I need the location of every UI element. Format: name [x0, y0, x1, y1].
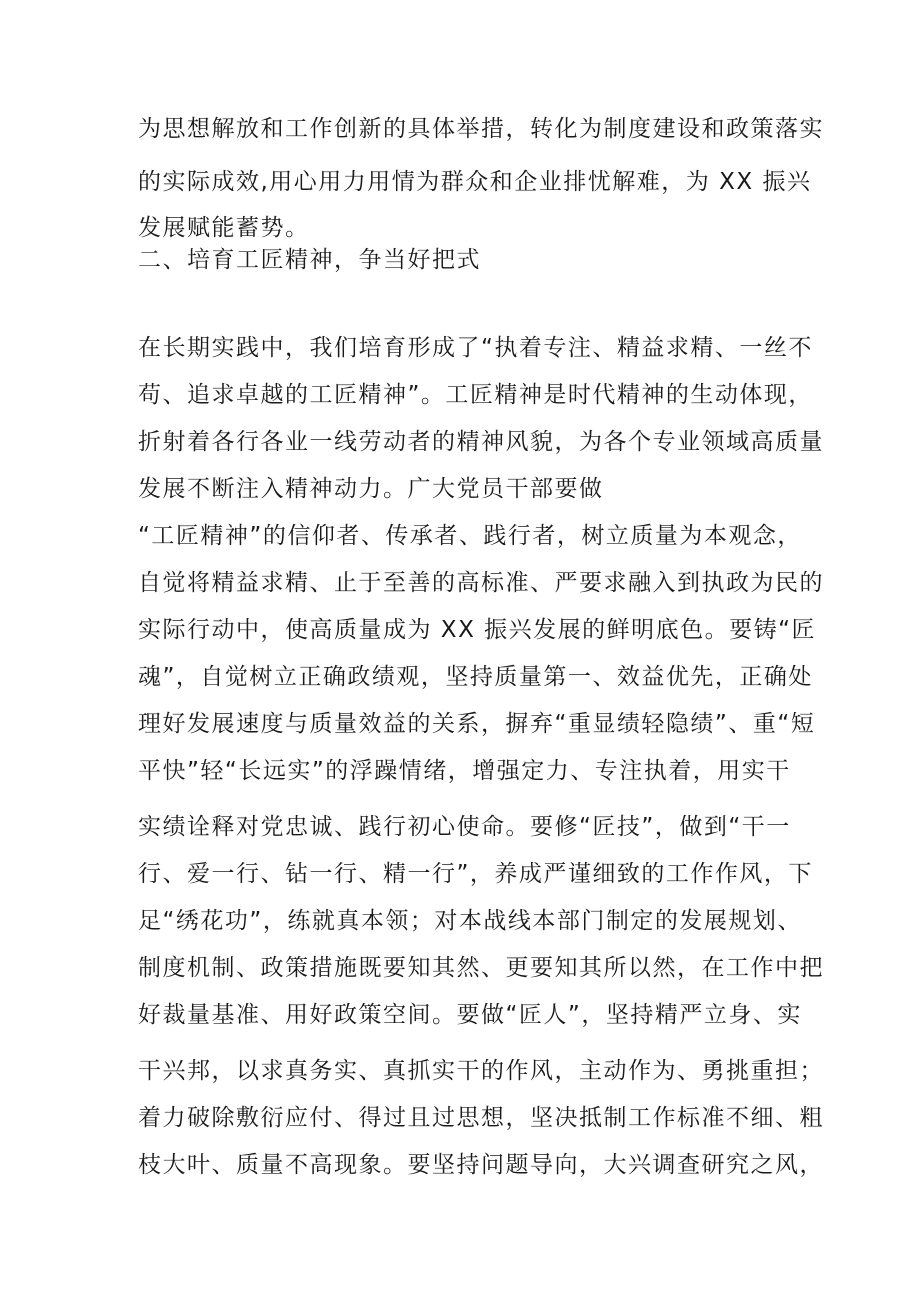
paragraph-3-line-3: 实际行动中，使高质量成为 XX 振兴发展的鲜明底色。要铸“匠 [138, 617, 817, 643]
paragraph-3-line-10: 制度机制、政策措施既要知其然、更要知其所以然，在工作中把 [138, 955, 824, 981]
paragraph-1-line-1: 为思想解放和工作创新的具体举措，转化为制度建设和政策落实 [138, 116, 824, 142]
section-heading: 二、培育工匠精神，争当好把式 [138, 247, 481, 273]
paragraph-3-line-1: “工匠精神”的信仰者、传承者、践行者，树立质量为本观念， [138, 523, 802, 549]
paragraph-1-line-2: 的实际成效,用心用力用情为群众和企业排忧解难，为 XX 振兴 [138, 169, 812, 195]
paragraph-3-line-8: 行、爱一行、钻一行、精一行”，养成严谨细致的工作作风，下 [138, 861, 813, 887]
paragraph-3-line-6: 平快”轻“长远实”的浮躁情绪，增强定力、专注执着，用实干 [138, 758, 791, 784]
paragraph-3-line-11: 好裁量基准、用好政策空间。要做“匠人”，坚持精严立身、实 [138, 1002, 802, 1028]
paragraph-3-line-5: 理好发展速度与质量效益的关系，摒弃“重显绩轻隐绩”、重“短 [138, 711, 816, 737]
paragraph-3-line-9: 足“绣花功”，练就真本领；对本战线本部门制定的发展规划、 [138, 908, 802, 934]
paragraph-2-line-3: 折射着各行各业一线劳动者的精神风貌，为各个专业领域高质量 [138, 429, 824, 455]
paragraph-3-line-7: 实绩诠释对党忠诚、践行初心使命。要修“匠技”，做到“干一 [138, 814, 791, 840]
paragraph-3-line-12: 干兴邦，以求真务实、真抓实干的作风，主动作为、勇挑重担； [138, 1058, 824, 1084]
paragraph-3-line-13: 着力破除敷衍应付、得过且过思想，坚决抵制工作标准不细、粗 [138, 1105, 824, 1131]
paragraph-3-line-14: 枝大叶、质量不高现象。要坚持问题导向，大兴调查研究之风， [138, 1152, 824, 1178]
paragraph-2-line-2: 苟、追求卓越的工匠精神”。工匠精神是时代精神的生动体现， [138, 382, 813, 408]
paragraph-1-line-3: 发展赋能蓄势。 [138, 215, 310, 241]
paragraph-2-line-4: 发展不断注入精神动力。广大党员干部要做 [138, 476, 604, 502]
paragraph-3-line-4: 魂”，自觉树立正确政绩观，坚持质量第一、效益优先，正确处 [138, 664, 813, 690]
paragraph-2-line-1: 在长期实践中，我们培育形成了“执着专注、精益求精、一丝不 [138, 335, 813, 361]
paragraph-3-line-2: 自觉将精益求精、止于至善的高标准、严要求融入到执政为民的 [138, 570, 824, 596]
